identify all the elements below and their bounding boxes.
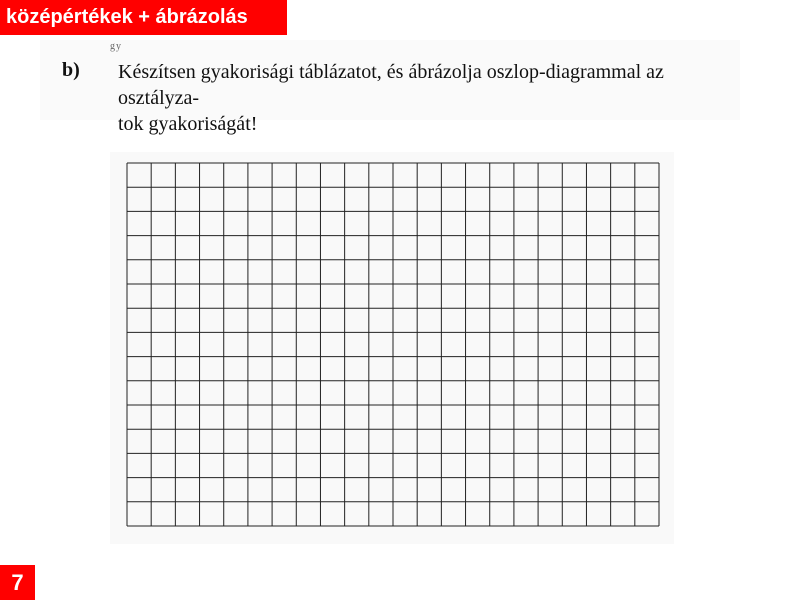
task-instruction-line-2: tok gyakoriságát! xyxy=(118,113,258,135)
task-instruction xyxy=(118,59,736,137)
page-number-badge: 7 xyxy=(0,565,35,600)
answer-grid xyxy=(126,162,664,530)
scan-residue-text: gy xyxy=(110,41,122,52)
slide-title: középértékek + ábrázolás xyxy=(0,0,287,35)
task-instruction-line-1: Készítsen gyakorisági táblázatot, és ábrázolja oszlop-diagrammal az osztályza- xyxy=(118,61,664,109)
task-label: b) xyxy=(62,59,80,81)
